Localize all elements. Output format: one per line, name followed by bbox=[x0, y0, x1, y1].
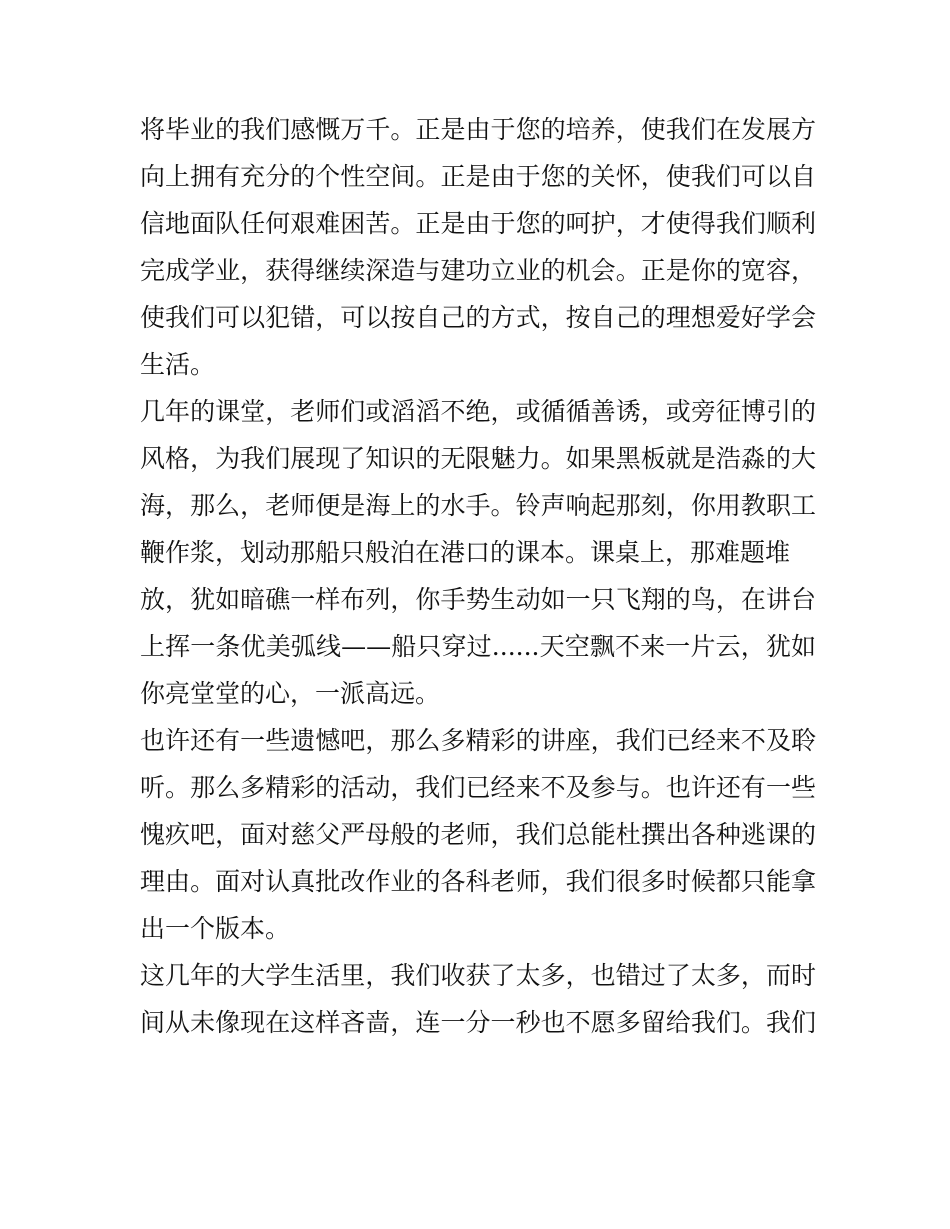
text-line: 将毕业的我们感慨万千。正是由于您的培养，使我们在发展方 bbox=[140, 115, 816, 144]
paragraph-1 bbox=[140, 106, 816, 388]
text-line: 愧疚吧，面对慈父严母般的老师，我们总能杜撰出各种逃课的 bbox=[140, 820, 816, 849]
text-line: 信地面队任何艰难困苦。正是由于您的呵护，才使得我们顺利 bbox=[140, 209, 816, 238]
document-body bbox=[140, 106, 816, 1046]
paragraph-4 bbox=[140, 952, 816, 1046]
text-line: 向上拥有充分的个性空间。正是由于您的关怀，使我们可以自 bbox=[140, 162, 816, 191]
text-line: 你亮堂堂的心，一派高远。 bbox=[140, 679, 441, 708]
text-line: 出一个版本。 bbox=[140, 914, 291, 943]
text-line: 几年的课堂，老师们或滔滔不绝，或循循善诱，或旁征博引的 bbox=[140, 397, 816, 426]
text-line: 放，犹如暗礁一样布列，你手势生动如一只飞翔的鸟，在讲台 bbox=[140, 585, 816, 614]
text-line: 听。那么多精彩的活动，我们已经来不及参与。也许还有一些 bbox=[140, 773, 816, 802]
text-line: 理由。面对认真批改作业的各科老师，我们很多时候都只能拿 bbox=[140, 867, 816, 896]
text-line: 海，那么，老师便是海上的水手。铃声响起那刻，你用教职工 bbox=[140, 491, 816, 520]
text-line: 这几年的大学生活里，我们收获了太多，也错过了太多，而时 bbox=[140, 961, 816, 990]
text-line: 也许还有一些遗憾吧，那么多精彩的讲座，我们已经来不及聆 bbox=[140, 726, 816, 755]
paragraph-2 bbox=[140, 388, 816, 717]
paragraph-3 bbox=[140, 717, 816, 952]
text-line: 间从未像现在这样吝啬，连一分一秒也不愿多留给我们。我们 bbox=[140, 1008, 816, 1037]
text-line: 鞭作浆，划动那船只般泊在港口的课本。课桌上，那难题堆 bbox=[140, 538, 791, 567]
text-line: 生活。 bbox=[140, 350, 216, 379]
text-line: 完成学业，获得继续深造与建功立业的机会。正是你的宽容， bbox=[140, 256, 816, 285]
text-line: 使我们可以犯错，可以按自己的方式，按自己的理想爱好学会 bbox=[140, 303, 816, 332]
text-line: 风格，为我们展现了知识的无限魅力。如果黑板就是浩淼的大 bbox=[140, 444, 816, 473]
text-line: 上挥一条优美弧线——船只穿过......天空飘不来一片云，犹如 bbox=[140, 632, 816, 661]
